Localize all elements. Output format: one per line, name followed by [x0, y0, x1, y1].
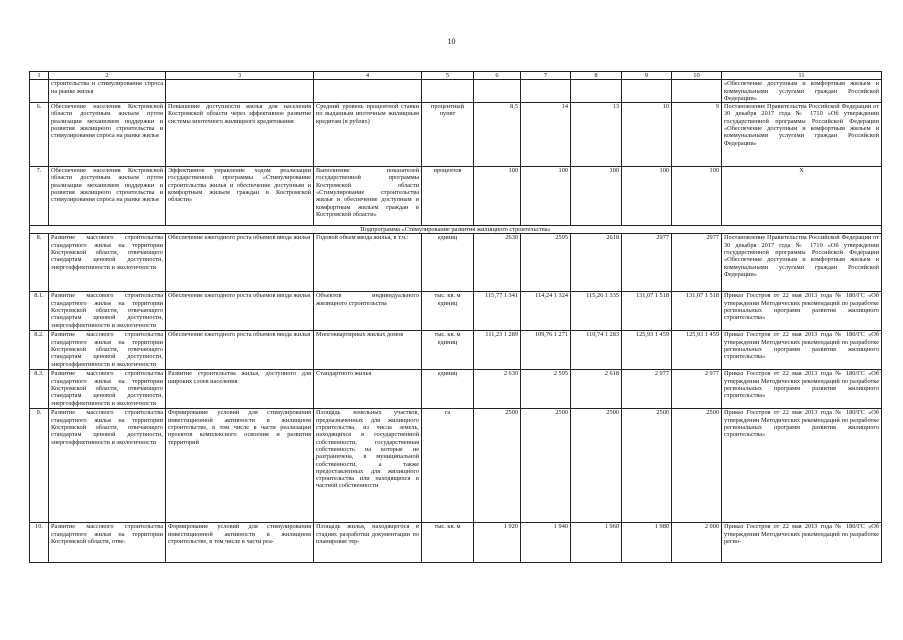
page-number: 10 [447, 37, 456, 46]
cell-goal: строительства и стимулирования спроса на рынке жилья [49, 80, 166, 103]
column-number: 11 [722, 72, 882, 80]
goal-cell: Развитие массового строительства стандартного жилья на территории Костромской области, отве- [49, 523, 166, 563]
table-row [30, 103, 882, 167]
value-cell: 2 630 [474, 370, 521, 409]
unit-cell: единиц [422, 234, 474, 292]
task-cell: Обеспечение ежегодного роста объемов ввода жилья [166, 292, 314, 331]
indicators-table [29, 71, 882, 563]
unit-cell: га [422, 409, 474, 523]
value-cell: 115,26 1 335 [571, 292, 622, 331]
value-cell: 2977 [622, 234, 672, 292]
value-cell: 100 [521, 167, 571, 226]
value-cell: 131,07 1 518 [622, 292, 672, 331]
column-number: 8 [571, 72, 622, 80]
value-cell: 110,74 1 283 [571, 331, 622, 370]
indicator-cell: Годовой объем ввода жилья, в т.ч.: [314, 234, 422, 292]
unit-cell: единиц [422, 370, 474, 409]
task-cell: Обеспечение ежегодного роста объемов ввода жилья [166, 234, 314, 292]
task-cell: Развитие строительства жилья, доступного для широких слоев населения [166, 370, 314, 409]
table-row [30, 167, 882, 226]
row-number: 7. [30, 167, 49, 226]
value-cell: 10 [622, 103, 672, 167]
value-cell: 1 980 [622, 523, 672, 563]
unit-cell: тыс. кв. м единиц [422, 331, 474, 370]
value-cell: 2977 [672, 234, 722, 292]
column-number: 5 [422, 72, 474, 80]
cell-indicator [314, 80, 422, 103]
value-cell: 1 960 [571, 523, 622, 563]
table-row [30, 292, 882, 331]
task-cell: Формирование условий для стимулирования инвестиционной активности в жилищном строительстве, в том числе в части реа- [166, 523, 314, 563]
column-number: 10 [672, 72, 722, 80]
row-number: 9. [30, 409, 49, 523]
unit-cell: тыс. кв. м [422, 523, 474, 563]
value-cell: 2 977 [672, 370, 722, 409]
column-number: 2 [49, 72, 166, 80]
value-cell: 100 [672, 167, 722, 226]
subprogram-title: Подпрограмма «Стимулирование развития жилищного строительства» [30, 226, 882, 234]
value-cell: 13 [571, 103, 622, 167]
subprogram-row [30, 226, 882, 234]
indicator-cell: Средний уровень процентной ставки по выданным ипотечным жилищным кредитам (в рублях) [314, 103, 422, 167]
source-cell: Приказ Госстроя от 22 мая 2013 года № 180/ГС «Об утверждении Методических рекомендаций по разработке регио- [722, 523, 882, 563]
value-cell: 100 [474, 167, 521, 226]
source-cell: Приказ Госстроя от 22 мая 2013 года № 180/ГС «Об утверждении Методических рекомендаций по разработке региональных программ развития жилищного строительства» [722, 292, 882, 331]
cell-value [622, 80, 672, 103]
value-cell: 125,93 1 459 [622, 331, 672, 370]
source-cell: Приказ Госстроя от 22 мая 2013 года № 180/ГС «Об утверждении Методических рекомендаций по разработке региональных программ развития жилищного строительства» [722, 331, 882, 370]
indicator-cell: Площадь земельных участков, предназначенных для жилищного строительства, из числа земель, находящихся в государственной собственности, государственная собственность на которые не разграничена, в муниципальной собственности, а также предоставленных для жилищного строительства или находящихся в частной собственности [314, 409, 422, 523]
continuation-row [30, 80, 882, 103]
cell-value [672, 80, 722, 103]
value-cell: 111,23 1 289 [474, 331, 521, 370]
cell-num [30, 80, 49, 103]
cell-value [474, 80, 521, 103]
indicator-cell: Стандартного жилья [314, 370, 422, 409]
value-cell: 2500 [622, 409, 672, 523]
value-cell: 9 [672, 103, 722, 167]
value-cell: 131,07 1 518 [672, 292, 722, 331]
unit-cell: процентов [422, 167, 474, 226]
source-cell: Постановление Правительства Российской Федерации от 30 декабря 2017 года № 1710 «Об утверждении государственной программы Российской Федерации «Обеспечение доступным и комфортным жильем и коммунальными услугами граждан Российской Федерации» [722, 103, 882, 167]
column-number: 7 [521, 72, 571, 80]
value-cell: 1 940 [521, 523, 571, 563]
unit-cell: тыс. кв. м единиц [422, 292, 474, 331]
value-cell: 2 000 [672, 523, 722, 563]
column-number: 6 [474, 72, 521, 80]
row-number: 8.1. [30, 292, 49, 331]
row-number: 10. [30, 523, 49, 563]
source-cell: Постановление Правительства Российской Федерации от 30 декабря 2017 года № 1710 «Об утверждении государственной программы Российской Федерации «Обеспечение доступным и комфортным жильем и коммунальными услугами граждан Российской Федерации» [722, 234, 882, 292]
value-cell: 8,5 [474, 103, 521, 167]
indicator-cell: Многоквартирных жилых домов [314, 331, 422, 370]
table-row [30, 234, 882, 292]
value-cell: 100 [622, 167, 672, 226]
goal-cell: Развитие массового строительства стандартного жилья на территории Костромской области, отвечающего стандартам ценовой доступности, энергоэффективности и экологичности [49, 331, 166, 370]
row-number: 8.2. [30, 331, 49, 370]
value-cell: 2500 [672, 409, 722, 523]
column-number: 1 [30, 72, 49, 80]
value-cell: 2500 [571, 409, 622, 523]
value-cell: 2 595 [521, 370, 571, 409]
column-number: 3 [166, 72, 314, 80]
value-cell: 1 920 [474, 523, 521, 563]
goal-cell: Развитие массового строительства стандартного жилья на территории Костромской области, отвечающего стандартам ценовой доступности, энергоэффективности и экологичности [49, 409, 166, 523]
value-cell: 2 618 [571, 370, 622, 409]
value-cell: 109,76 1 271 [521, 331, 571, 370]
value-cell: 2618 [571, 234, 622, 292]
goal-cell: Развитие массового строительства стандартного жилья на территории Костромской области, отвечающего стандартам ценовой доступности, энергоэффективности и экологичности [49, 370, 166, 409]
cell-unit [422, 80, 474, 103]
cell-value [521, 80, 571, 103]
column-number: 9 [622, 72, 672, 80]
source-cell: Х [722, 167, 882, 226]
indicator-cell: Площадь жилья, находящегося в стадиях разработки документации по планировке тер- [314, 523, 422, 563]
task-cell: Повышение доступности жилья для населения Костромской области через эффективное развитие системы ипотечного жилищного кредитования [166, 103, 314, 167]
value-cell: 114,24 1 324 [521, 292, 571, 331]
value-cell: 100 [571, 167, 622, 226]
cell-task [166, 80, 314, 103]
value-cell: 2500 [521, 409, 571, 523]
value-cell: 125,93 1 459 [672, 331, 722, 370]
value-cell: 2500 [474, 409, 521, 523]
task-cell: Формирование условий для стимулирования инвестиционной активности в жилищном строительстве, в том числе в части реализации проектов комплексного освоения и развития территорий [166, 409, 314, 523]
row-number: 6. [30, 103, 49, 167]
task-cell: Обеспечение ежегодного роста объемов ввода жилья [166, 331, 314, 370]
table-row [30, 370, 882, 409]
indicator-cell: Выполнение показателей государственной программы Костромской области «Стимулирование строительства жилья и обеспечение доступным и комфортным жильем граждан в Костромской области» [314, 167, 422, 226]
cell-value [571, 80, 622, 103]
goal-cell: Развитие массового строительства стандартного жилья на территории Костромской области, отвечающего стандартам ценовой доступности, энергоэффективности и экологичности [49, 292, 166, 331]
column-number-row [30, 72, 882, 80]
source-cell: Приказ Госстроя от 22 мая 2013 года № 180/ГС «Об утверждении Методических рекомендаций по разработке региональных программ развития жилищного строительства» [722, 409, 882, 523]
value-cell: 2 977 [622, 370, 672, 409]
row-number: 8. [30, 234, 49, 292]
goal-cell: Обеспечение населения Костромской области доступным жильем путем реализации механизмов поддержки и развития жилищного строительства и стимулирования спроса на рынке жилья [49, 167, 166, 226]
row-number: 8.3. [30, 370, 49, 409]
indicator-cell: Объектов индивидуального жилищного строительства [314, 292, 422, 331]
table-row [30, 409, 882, 523]
table-row [30, 331, 882, 370]
table-row [30, 523, 882, 563]
source-cell: Приказ Госстроя от 22 мая 2013 года № 180/ГС «Об утверждении Методических рекомендаций по разработке региональных программ развития жилищного строительства» [722, 370, 882, 409]
cell-source: «Обеспечение доступным и комфортным жильем и коммунальными услугами граждан Российской Федерации» [722, 80, 882, 103]
task-cell: Эффективное управление ходом реализации государственной программы «Стимулирование строительства жилья и обеспечение доступным и комфортным жильем граждан в Костромской области» [166, 167, 314, 226]
value-cell: 115,77 1 341 [474, 292, 521, 331]
value-cell: 14 [521, 103, 571, 167]
unit-cell: процентный пункт [422, 103, 474, 167]
column-number: 4 [314, 72, 422, 80]
value-cell: 2595 [521, 234, 571, 292]
value-cell: 2630 [474, 234, 521, 292]
goal-cell: Обеспечение населения Костромской области доступным жильем путем реализации механизмов поддержки и развития жилищного строительства и стимулирования спроса на рынке жилья [49, 103, 166, 167]
goal-cell: Развитие массового строительства стандартного жилья на территории Костромской области, отвечающего стандартам ценовой доступности, энергоэффективности и экологичности [49, 234, 166, 292]
